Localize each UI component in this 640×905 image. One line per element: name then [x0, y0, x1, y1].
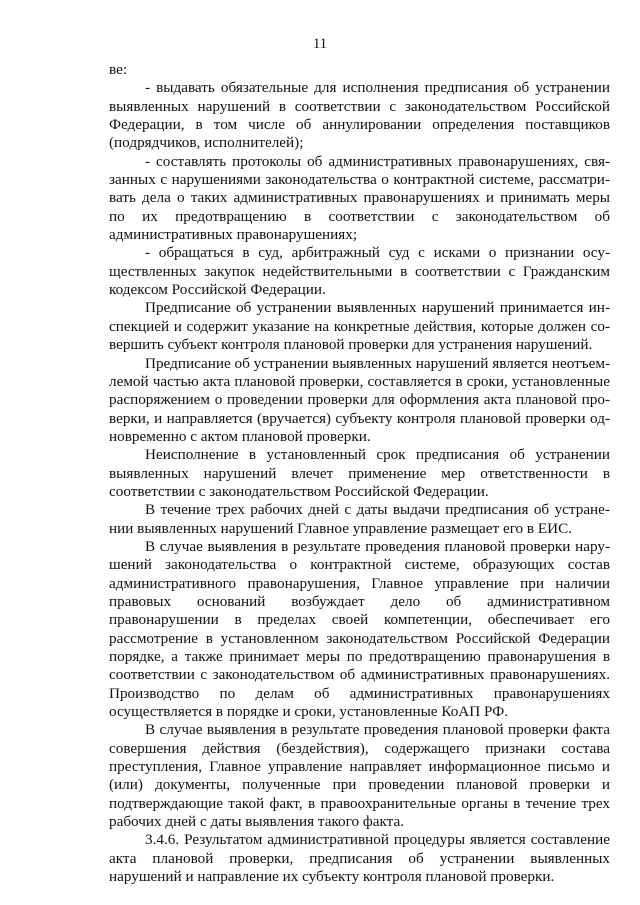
- paragraph-order-part-of-act: Предписание об устранении выявленных нарушений является неотъемлемой частью акта плановой проверки, составляется в сроки, установленные распоряжением о проведении проверки для оформления акта плановой проверки, и направляется (вручается) субъекту контроля плановой проверки одновременно с актом плановой проверки.: [109, 354, 610, 445]
- paragraph-continuation: ве:: [109, 61, 128, 78]
- paragraph-administrative-violation: В случае выявления в результате проведения плановой проверки нарушений законодательства о контрактной системе, образующих состав административного правонарушения, Главное управление при наличии правовых оснований возбуждает дело об административном правонарушении в пределах своей компетенции, обеспечивает его рассмотрение в установленном законодательством Российской Федерации порядке, а также принимает меры по предотвращению правонарушения в соответствии с законодательством об административных правонарушениях. Производство по делам об административных правонарушениях осуществляется в порядке и сроки, установленные КоАП РФ.: [109, 537, 610, 721]
- paragraph-order-adoption: Предписание об устранении выявленных нарушений принимается инспекцией и содержит указание на конкретные действия, которые должен совершить субъект контроля плановой проверки для устранения нарушений.: [109, 299, 610, 354]
- page-number: 11: [313, 36, 327, 52]
- paragraph-procedure-result: 3.4.6. Результатом административной процедуры является составление акта плановой проверки, предписания об устранении выявленных нарушений и направление их субъекту контроля плановой проверки.: [109, 831, 610, 886]
- paragraph-criminal-signs: В случае выявления в результате проведения плановой проверки факта совершения действия (бездействия), содержащего признаки состава преступления, Главное управление направляет информационное письмо и (или) документы, полученные при проведении плановой проверки и подтверждающие такой факт, в правоохранительные органы в течение трех рабочих дней с даты выявления такого факта.: [109, 721, 610, 831]
- paragraph-publication-eis: В течение трех рабочих дней с даты выдачи предписания об устранении выявленных нарушений Главное управление размещает его в ЕИС.: [109, 501, 610, 537]
- body-text: [109, 61, 610, 886]
- list-item-issue-orders: - выдавать обязательные для исполнения предписания об устранении выявленных нарушений в соответствии с законодательством Российской Федерации, в том числе об аннулировании определения поставщиков (подрядчиков, исполнителей);: [109, 79, 610, 152]
- paragraph-non-compliance: Неисполнение в установленный срок предписания об устранении выявленных нарушений влечет применение мер ответственности в соответствии с законодательством Российской Федерации.: [109, 446, 610, 500]
- list-item-apply-to-court: - обращаться в суд, арбитражный суд с исками о признании осуществленных закупок недействительными в соответствии с Гражданским кодексом Российской Федерации.: [109, 244, 610, 299]
- list-item-draw-up-protocols: - составлять протоколы об административных правонарушениях, связанных с нарушениями законодательства о контрактной системе, рассматривать дела о таких административных правонарушениях и принимать меры по их предотвращению в соответствии с законодательством об административных правонарушениях;: [109, 152, 610, 244]
